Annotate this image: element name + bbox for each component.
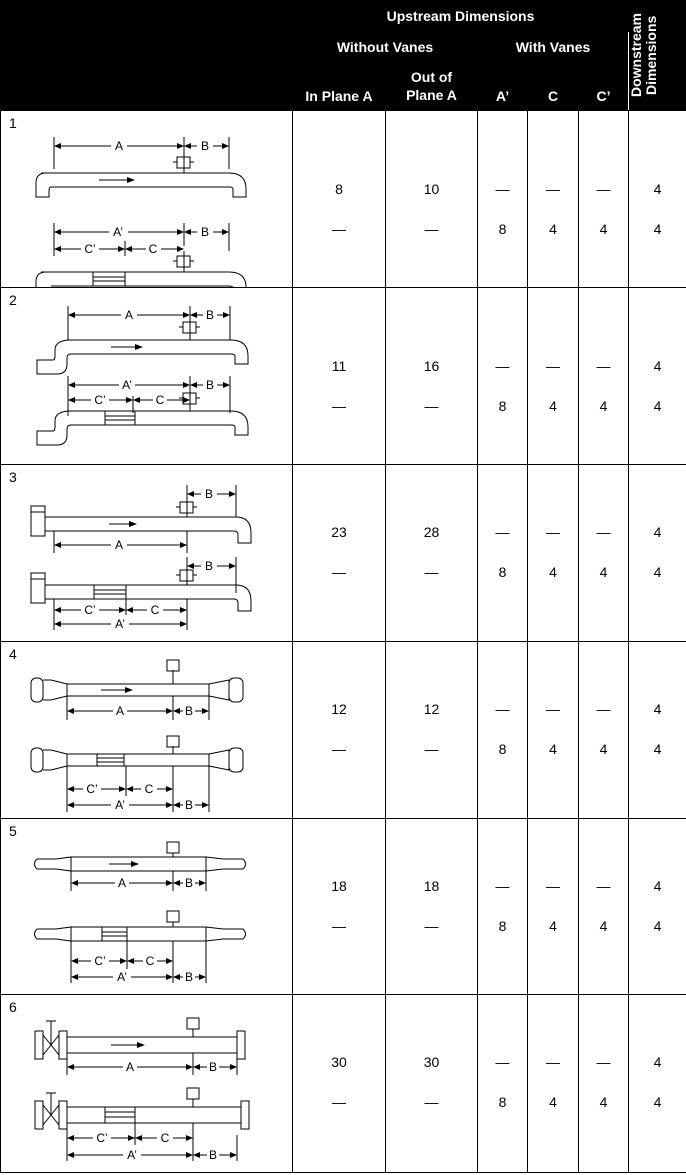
value: 30	[423, 1054, 440, 1070]
label-B: B	[184, 798, 194, 812]
cell-in-plane	[293, 642, 386, 819]
value: 4	[653, 741, 662, 757]
label-A: A	[114, 139, 124, 153]
value: 8	[335, 181, 343, 197]
label-A-prime: A’	[113, 225, 123, 239]
header-out-plane-line1: Out of	[410, 69, 453, 85]
cell-downstream	[629, 642, 686, 819]
figure-4	[1, 642, 293, 819]
cell-c-prime	[579, 465, 629, 642]
value: 4	[653, 1054, 662, 1070]
value: 18	[423, 878, 440, 894]
label-C: C	[148, 242, 158, 256]
label-B: B	[184, 876, 194, 890]
value: —	[424, 398, 439, 414]
value: 18	[331, 878, 347, 894]
cell-downstream	[629, 995, 686, 1173]
label-B: B	[205, 378, 215, 392]
label-B: B	[204, 559, 214, 573]
label-A: A	[124, 308, 134, 322]
value: 4	[549, 398, 557, 414]
header-c-prime: C’	[579, 62, 629, 111]
value: 4	[653, 1094, 662, 1110]
label-A-prime: A’	[127, 1148, 137, 1162]
value: 23	[331, 524, 347, 540]
label-B: B	[208, 1148, 218, 1162]
cell-c	[528, 642, 579, 819]
cell-a-prime	[478, 642, 528, 819]
label-A-prime: A’	[117, 970, 127, 984]
label-C-prime: C’	[94, 393, 106, 407]
value: 4	[653, 181, 662, 197]
value: —	[596, 1054, 611, 1070]
value: 16	[423, 358, 440, 374]
cell-c-prime	[579, 995, 629, 1173]
value: 4	[653, 878, 662, 894]
value: 8	[498, 741, 507, 757]
value: —	[495, 878, 510, 894]
label-C-prime: C’	[94, 954, 106, 968]
header-blank	[1, 1, 293, 111]
label-B: B	[204, 487, 214, 501]
cell-c	[528, 995, 579, 1173]
cell-c	[528, 111, 579, 288]
piping-diagram-2	[1, 288, 293, 465]
piping-diagram-1	[1, 111, 293, 288]
header-in-plane-label: In Plane A	[305, 88, 373, 104]
label-C: C	[160, 1131, 170, 1145]
value: 8	[498, 398, 507, 414]
cell-in-plane	[293, 111, 386, 288]
value: —	[332, 918, 346, 934]
label-C-prime: C’	[86, 782, 98, 796]
figure-6	[1, 995, 293, 1173]
figure-1	[1, 111, 293, 288]
value: —	[546, 524, 560, 540]
value: —	[332, 221, 346, 237]
cell-a-prime	[478, 995, 528, 1173]
label-A-prime: A’	[115, 798, 125, 812]
value: —	[596, 181, 611, 197]
cell-out-plane	[386, 819, 478, 995]
value: 30	[331, 1054, 347, 1070]
value: —	[332, 741, 346, 757]
header-with-vanes: With Vanes	[478, 32, 629, 62]
cell-c	[528, 819, 579, 995]
value: —	[546, 358, 560, 374]
label-A-prime: A’	[115, 617, 125, 631]
header-a-prime: A’	[478, 62, 528, 111]
value: 4	[653, 701, 662, 717]
label-A: A	[115, 704, 125, 718]
label-C-prime: C’	[84, 603, 96, 617]
label-C: C	[155, 393, 165, 407]
cell-downstream	[629, 819, 686, 995]
cell-in-plane	[293, 288, 386, 465]
value: —	[495, 524, 510, 540]
piping-diagram-6	[1, 995, 293, 1173]
header-without-vanes: Without Vanes	[293, 32, 478, 62]
value: 11	[331, 358, 347, 374]
header-out-plane	[386, 62, 478, 111]
value: 4	[599, 564, 608, 580]
figure-2	[1, 288, 293, 465]
cell-out-plane	[386, 111, 478, 288]
cell-out-plane	[386, 288, 478, 465]
value: 4	[549, 221, 557, 237]
value: 4	[653, 398, 662, 414]
label-A: A	[117, 876, 127, 890]
figure-3	[1, 465, 293, 642]
value: 12	[331, 701, 347, 717]
label-C-prime: C’	[84, 242, 96, 256]
piping-diagram-4	[1, 642, 293, 819]
value: —	[495, 1054, 510, 1070]
value: —	[332, 398, 346, 414]
value: —	[424, 741, 439, 757]
value: 4	[599, 398, 608, 414]
value: 4	[549, 741, 557, 757]
value: 4	[599, 221, 608, 237]
value: —	[546, 1054, 560, 1070]
cell-c-prime	[579, 111, 629, 288]
header-downstream	[629, 1, 686, 111]
value: 4	[549, 1094, 557, 1110]
label-C: C	[150, 603, 160, 617]
label-B: B	[184, 970, 194, 984]
value: 10	[423, 181, 440, 197]
piping-diagram-5	[1, 819, 293, 995]
value: —	[546, 181, 560, 197]
value: 4	[599, 918, 608, 934]
value: 4	[599, 741, 608, 757]
header-c: C	[528, 62, 579, 111]
value: —	[546, 701, 560, 717]
figure-5	[1, 819, 293, 995]
header-out-plane-line2: Plane A	[406, 87, 457, 103]
piping-diagram-3	[1, 465, 293, 642]
header-upstream: Upstream Dimensions	[293, 1, 629, 32]
value: 8	[498, 564, 507, 580]
label-B: B	[205, 308, 215, 322]
cell-c	[528, 465, 579, 642]
value: 4	[653, 221, 662, 237]
value: 4	[653, 918, 662, 934]
label-C: C	[145, 954, 155, 968]
value: 4	[549, 918, 557, 934]
value: —	[495, 701, 510, 717]
value: 12	[423, 701, 440, 717]
cell-c-prime	[579, 288, 629, 465]
label-B: B	[208, 1060, 218, 1074]
row-number: 2	[9, 292, 17, 308]
cell-out-plane	[386, 465, 478, 642]
value: 8	[498, 918, 507, 934]
label-C: C	[144, 782, 154, 796]
label-A: A	[125, 1060, 135, 1074]
row-number: 6	[9, 999, 17, 1015]
value: 4	[653, 358, 662, 374]
label-A-prime: A’	[122, 378, 132, 392]
row-number: 5	[9, 823, 17, 839]
cell-c	[528, 288, 579, 465]
cell-in-plane	[293, 819, 386, 995]
value: 4	[599, 1094, 608, 1110]
value: —	[424, 1094, 439, 1110]
header-in-plane	[293, 62, 386, 111]
value: 4	[653, 564, 662, 580]
label-B: B	[200, 225, 210, 239]
cell-a-prime	[478, 288, 528, 465]
value: —	[495, 358, 510, 374]
cell-a-prime	[478, 819, 528, 995]
value: —	[596, 358, 611, 374]
row-number: 4	[9, 646, 17, 662]
cell-in-plane	[293, 465, 386, 642]
row-number: 1	[9, 115, 17, 131]
value: 4	[549, 564, 557, 580]
value: 8	[498, 1094, 507, 1110]
value: —	[332, 1094, 346, 1110]
label-B: B	[200, 139, 210, 153]
value: —	[596, 524, 611, 540]
row-number: 3	[9, 469, 17, 485]
value: —	[424, 918, 439, 934]
value: 4	[653, 524, 662, 540]
cell-a-prime	[478, 465, 528, 642]
label-B: B	[184, 704, 194, 718]
cell-a-prime	[478, 111, 528, 288]
cell-downstream	[629, 288, 686, 465]
value: —	[596, 878, 611, 894]
header-downstream-line2: Dimensions	[643, 15, 659, 96]
value: —	[546, 878, 560, 894]
cell-out-plane	[386, 995, 478, 1173]
value: —	[332, 564, 346, 580]
header-downstream-line1: Downstream	[628, 13, 644, 98]
value: —	[424, 564, 439, 580]
value: 28	[423, 524, 440, 540]
value: —	[424, 221, 439, 237]
cell-downstream	[629, 111, 686, 288]
value: —	[596, 701, 611, 717]
cell-c-prime	[579, 819, 629, 995]
label-A: A	[114, 538, 124, 552]
value: —	[495, 181, 510, 197]
label-C-prime: C’	[96, 1131, 108, 1145]
cell-out-plane	[386, 642, 478, 819]
cell-downstream	[629, 465, 686, 642]
value: 8	[498, 221, 507, 237]
cell-c-prime	[579, 642, 629, 819]
cell-in-plane	[293, 995, 386, 1173]
